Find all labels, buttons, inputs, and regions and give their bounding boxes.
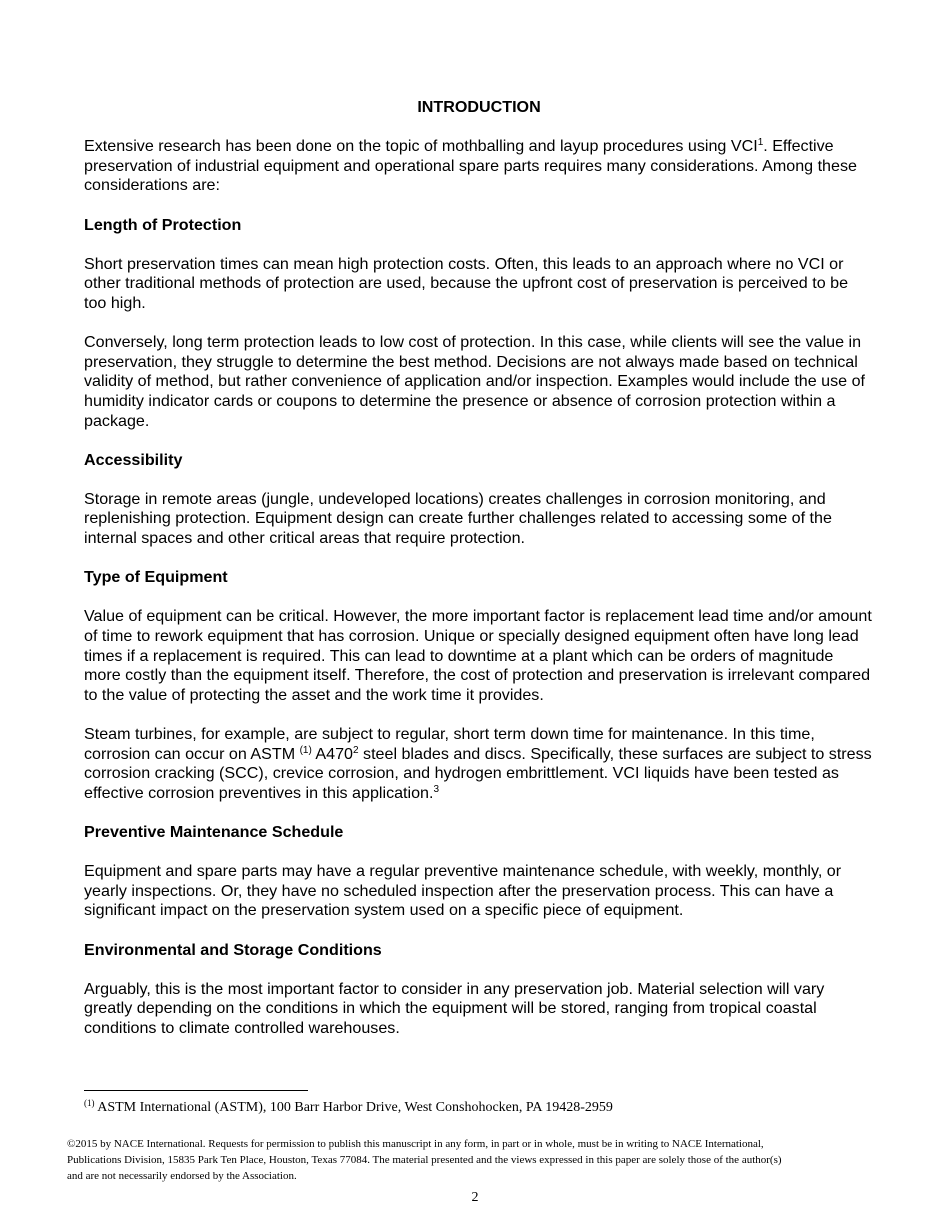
paragraph: Arguably, this is the most important factor to consider in any preservation job. Material selection will vary greatly depending on the conditions in which the equipment will be stored, ranging from tropical coastal conditions to climate controlled warehouses. [84,979,825,1037]
footnote-divider [84,1090,308,1091]
paragraph: Equipment and spare parts may have a regular preventive maintenance schedule, with weekly, monthly, or yearly inspections. Or, they have no scheduled inspection after the preservation process. This can have a significant impact on the preservation system used on a specific piece of equipment. [84,862,842,920]
footnote: $^{(1)}$ ASTM International (ASTM), 100 Barr Harbor Drive, West Conshohocken, PA 19428-2959 [84,1098,613,1115]
footnote-marker: (1) [84,1098,95,1108]
paragraph: Storage in remote areas (jungle, undeveloped locations) creates challenges in corrosion monitoring, and replenishing protection. Equipment design can create further challenges related to accessing some of the internal spaces and other critical areas that require protection. [84,489,832,548]
paragraph: Conversely, long term protection leads to low cost of protection. In this case, while clients will see the value in preservation, they struggle to determine the best method. Decisions are not always made based on technical validity of method, but rather convenience of application and/or inspection. Examples would include the use of humidity indicator cards or coupons to determine the presence or absence of corrosion protection within a package. [84,333,866,430]
paragraph: Value of equipment can be critical. However, the more important factor is replacement lead time and/or amount of time to rework equipment that has corrosion. Unique or specially designed equipment often have long lead times if a replacement is required. This can lead to downtime at a plant which can be orders of magnitude more costly than the equipment itself. Therefore, the cost of protection and preservation is irrelevant compared to the value of protecting the asset and the work time it provides. [84,607,872,704]
reference-marker: 1 [757,137,764,149]
reference-marker: 3 [433,783,440,795]
section-heading-accessibility: Accessibility [84,450,183,469]
section-heading-maintenance: Preventive Maintenance Schedule [84,822,344,841]
main-content [84,98,874,1058]
paragraph: Short preservation times can mean high protection costs. Often, this leads to an approach where no VCI or other traditional methods of protection are used, because the upfront cost of preservation is perceived to be too high. [84,254,849,312]
intro-paragraph: Extensive research has been done on the topic of mothballing and layup procedures using VCI$^1$. Effective preservation of industrial equipment and operational spare parts requires many considerations. Among these considerations are: [84,137,857,195]
footnote-marker: (1) [299,744,312,756]
section-heading-length: Length of Protection [84,215,242,234]
section-heading-equipment: Type of Equipment [84,568,228,587]
page-number: 2 [471,1190,479,1205]
paragraph: Steam turbines, for example, are subject to regular, short term down time for maintenance. In this time, corrosion can occur on ASTM $^{(1)}$ $A470^2$ steel blades and discs. Specifically, these surfaces are subject to stress corrosion cracking (SCC), crevice corrosion, and hydrogen embrittlement. VCI liquids have been tested as effective corrosion preventives in this application.$^3$ [84,725,872,802]
page-title: INTRODUCTION [417,98,541,116]
reference-marker: 2 [352,744,359,756]
copyright-notice: ©2015 by NACE International. Requests for permission to publish this manuscript in any form, in part or in whole, must be in writing to NACE International, Publications Division, 15835 Park Ten Place, Houston, Texas 77084. The material presented and the views expressed in this paper are solely those of the author(s) and are not necessarily endorsed by the Association. [67,1138,782,1183]
section-heading-environment: Environmental and Storage Conditions [84,940,382,959]
